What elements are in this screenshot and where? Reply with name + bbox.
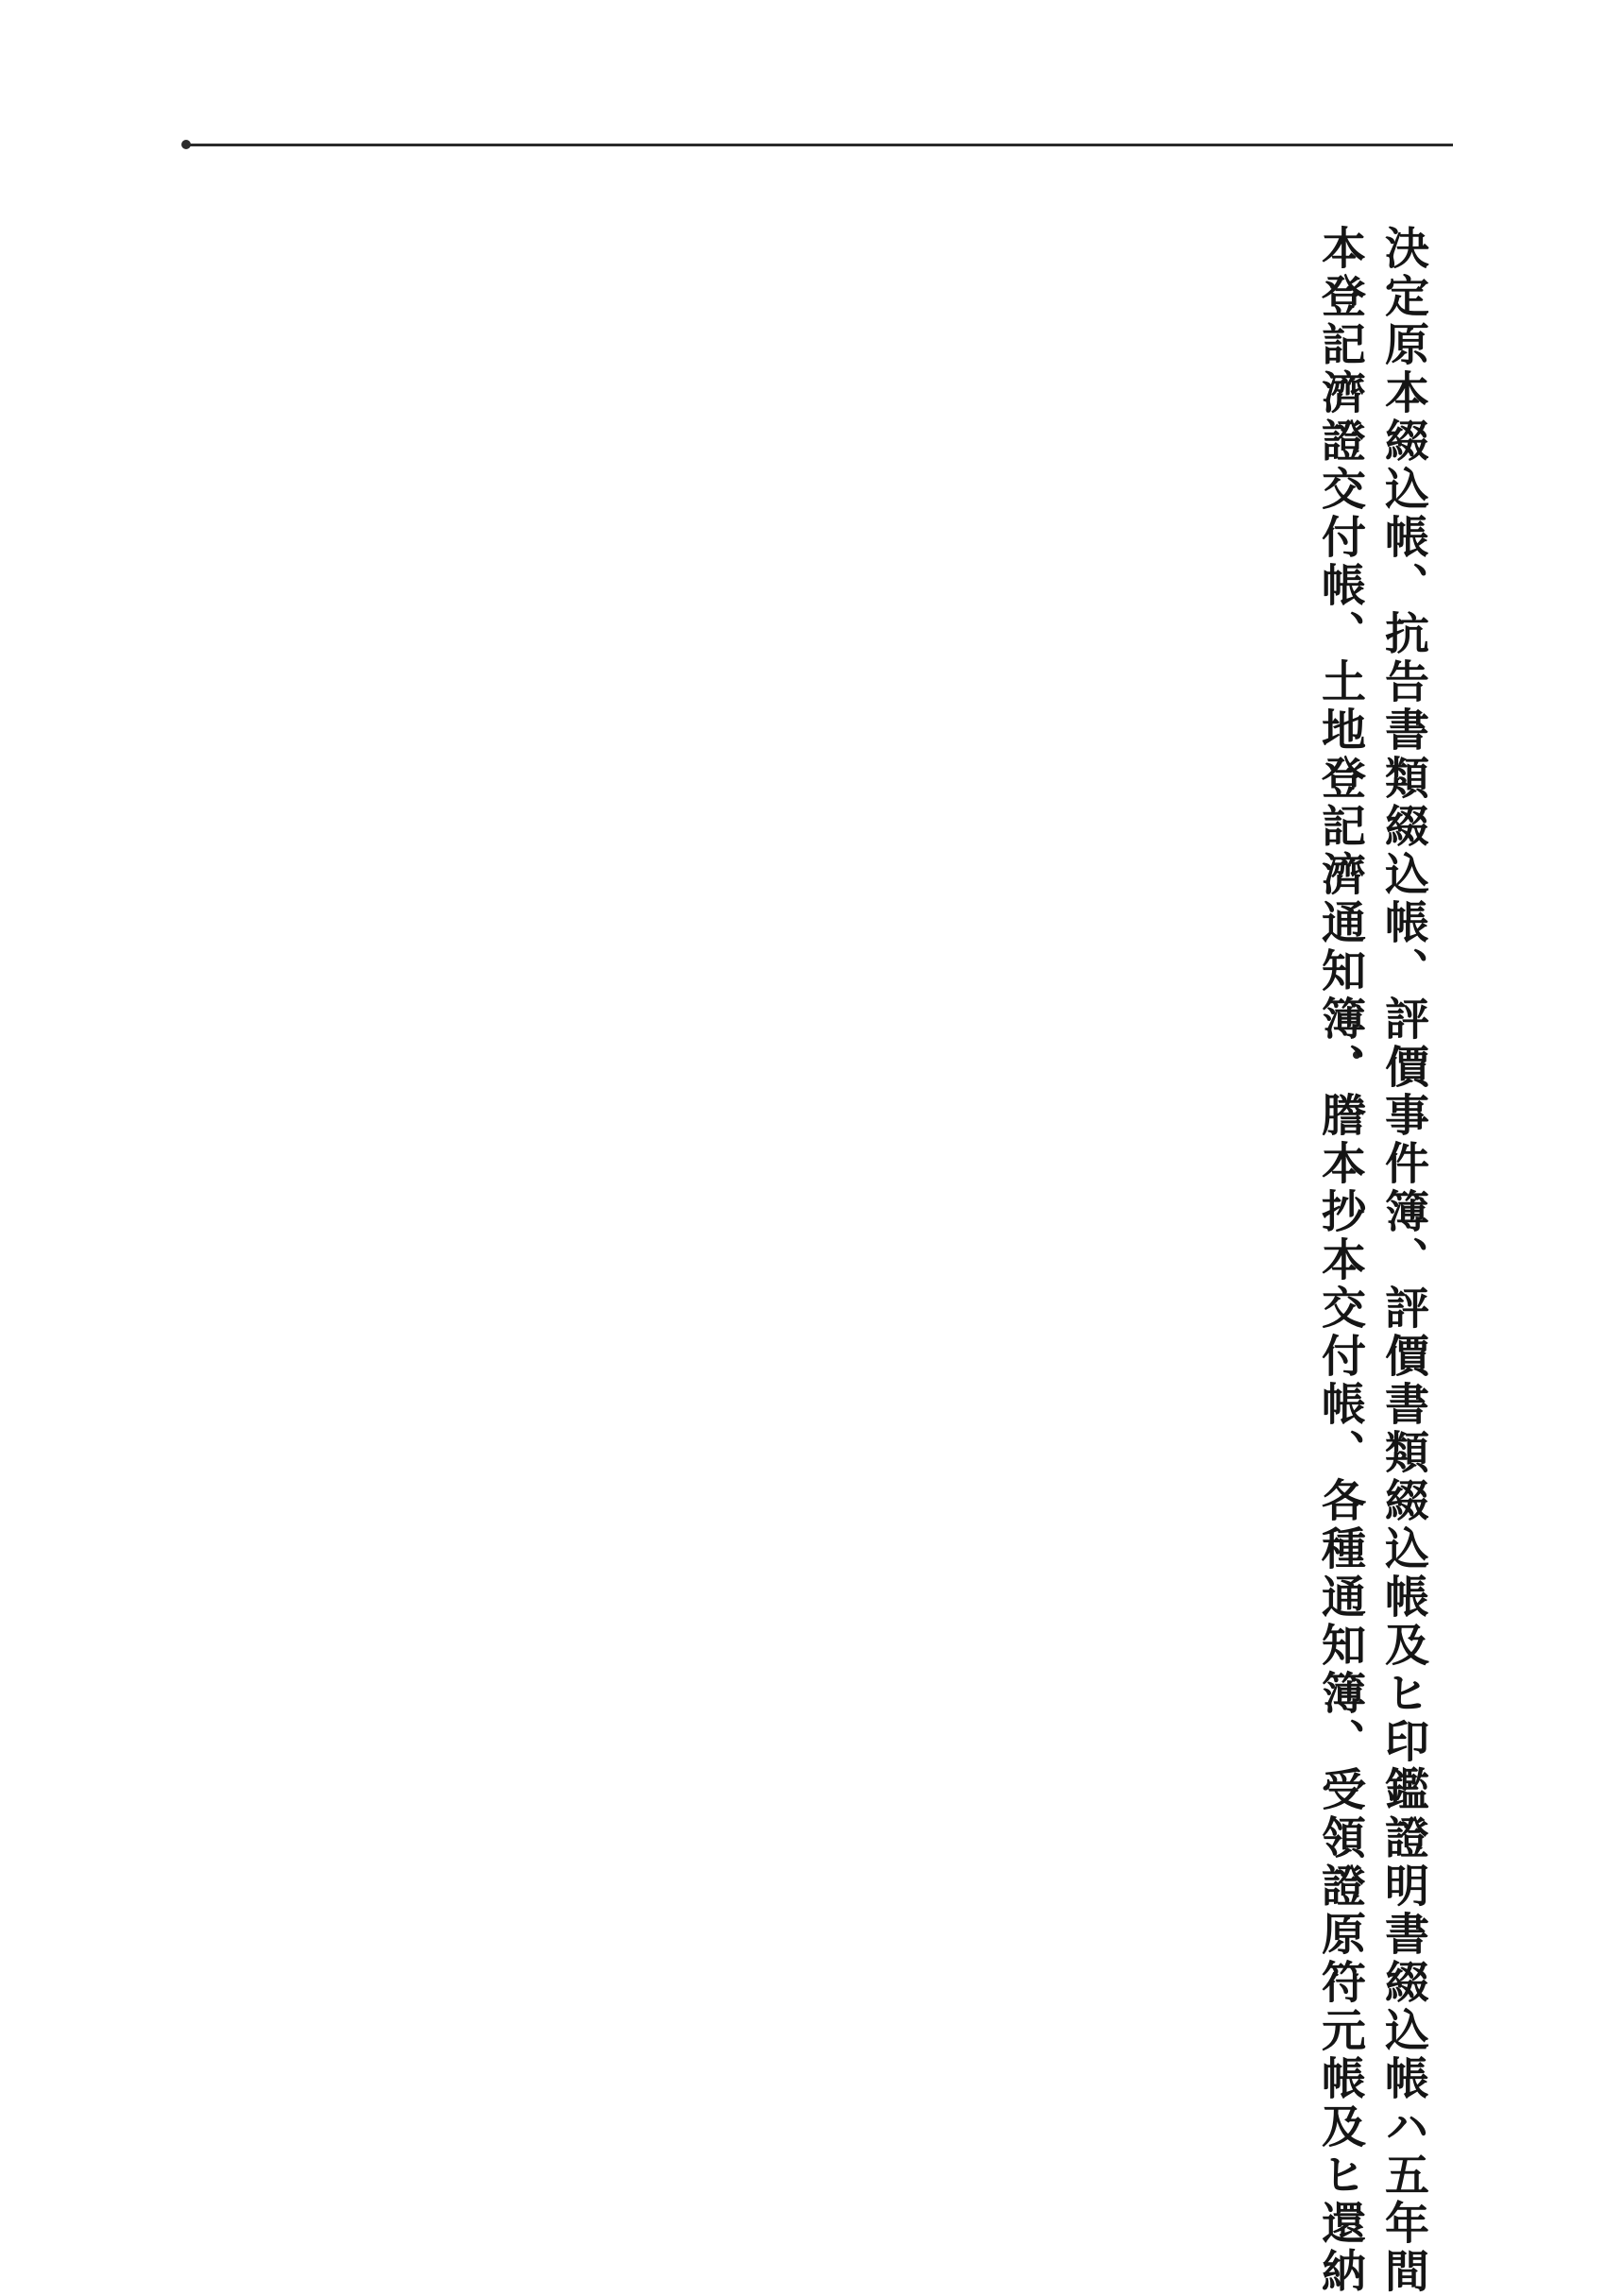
rule-end-mark: [181, 140, 191, 149]
text-column-1: 決定原本綴込帳、抗告書類綴込帳、評價事件簿、評價書類綴込帳及ヒ印鑑證明書綴込帳ハ五年間: [1377, 225, 1429, 2296]
top-rule: [189, 144, 1453, 146]
text-column-2b: 本登記濟證交付帳、土地登記濟通知簿、謄本抄本交付帳、各種通知簿、受領證原符元帳及ヒ還納: [1314, 225, 1366, 2296]
